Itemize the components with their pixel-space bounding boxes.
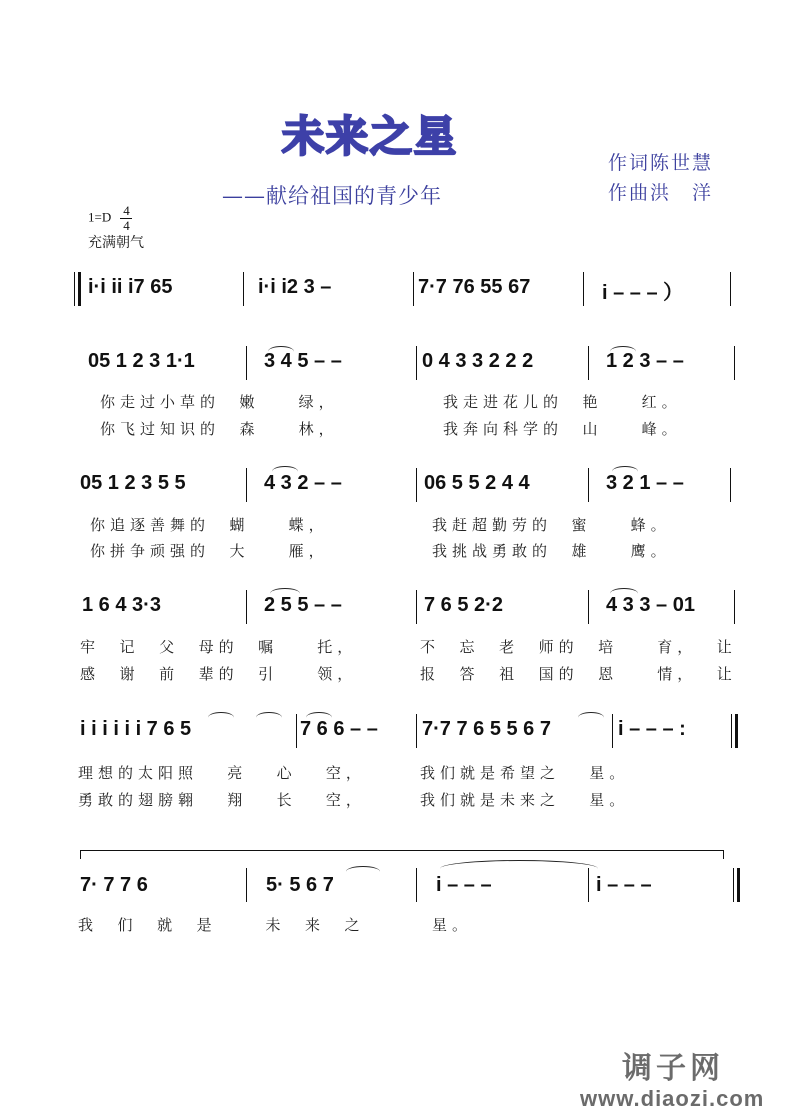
- barline: [612, 714, 613, 748]
- measure: 5· 5 6 7: [266, 874, 334, 896]
- key-label: 1=D: [88, 209, 112, 225]
- key-signature: [88, 204, 132, 233]
- repeat-end-barline: [731, 714, 738, 748]
- lyric-verse-2: 你飞过知识的 森 林，: [100, 420, 339, 438]
- watermark-site-name: 调子网: [622, 1051, 724, 1086]
- measure: 7 6 6 – –: [300, 718, 378, 740]
- barline: [730, 272, 731, 306]
- measure: 4 3 2 – –: [264, 472, 342, 494]
- measure: 7 6 5 2·2: [424, 594, 503, 616]
- slur: [208, 712, 234, 723]
- measure: i·i ii i7 65: [88, 276, 173, 298]
- ending-bracket: [80, 850, 724, 859]
- measure: 05 1 2 3 1·1: [88, 350, 195, 372]
- measure: 2 5 5 – –: [264, 594, 342, 616]
- measure: 3 4 5 – –: [264, 350, 342, 372]
- lyric-verse-2: 我们就是未来之 星。: [420, 791, 630, 809]
- measure: i·i i2 3 –: [258, 276, 332, 298]
- measure: 1 6 4 3·3: [82, 594, 161, 616]
- lyric-coda: 星。: [432, 916, 473, 934]
- lyric-verse-1: 牢 记 父 母的 嘱 托，: [80, 638, 358, 656]
- measure: i – – –: [436, 874, 492, 896]
- barline: [296, 714, 297, 748]
- measure: i – – – ）: [602, 282, 684, 304]
- lyric-verse-1: 我赶超勤劳的 蜜 蜂。: [432, 516, 671, 534]
- measure: i – – –: [596, 874, 652, 896]
- lyric-verse-2: 我奔向科学的 山 峰。: [443, 420, 682, 438]
- barline: [416, 468, 417, 502]
- lyric-verse-1: 我走进花儿的 艳 红。: [443, 393, 682, 411]
- barline: [588, 590, 589, 624]
- barline: [246, 468, 247, 502]
- barline: [730, 468, 731, 502]
- measure: 3 2 1 – –: [606, 472, 684, 494]
- barline: [246, 868, 247, 902]
- credits: [608, 148, 713, 208]
- barline: [416, 714, 417, 748]
- barline: [246, 590, 247, 624]
- lyric-verse-2: 勇敢的翅膀翱 翔 长 空，: [78, 791, 366, 809]
- lyric-verse-1: 不 忘 老 师的 培 育， 让: [420, 638, 737, 656]
- slur: [346, 866, 380, 877]
- barline: [243, 272, 244, 306]
- barline: [416, 868, 417, 902]
- song-title: 未来之星: [282, 112, 459, 161]
- barline: [246, 346, 247, 380]
- lyric-coda: 我 们 就 是 未 来 之: [78, 916, 365, 934]
- lyric-verse-2: 我挑战勇敢的 雄 鹰。: [432, 542, 671, 560]
- measure: 7·7 7 6 5 5 6 7: [422, 718, 551, 740]
- measure: 05 1 2 3 5 5: [80, 472, 186, 494]
- measure: 7· 7 7 6: [80, 874, 148, 896]
- lyric-verse-1: 我们就是希望之 星。: [420, 764, 630, 782]
- lyric-verse-1: 你走过小草的 嫩 绿，: [100, 393, 339, 411]
- slur: [256, 712, 282, 723]
- measure: i – – – :: [618, 718, 686, 740]
- barline: [734, 346, 735, 380]
- measure: 0 4 3 3 2 2 2: [422, 350, 534, 372]
- measure: 1 2 3 – –: [606, 350, 684, 372]
- measure: 7·7 76 55 67: [418, 276, 531, 298]
- lyric-verse-2: 报 答 祖 国的 恩 情， 让: [420, 665, 737, 683]
- measure: i i i i i i 7 6 5: [80, 718, 192, 740]
- lyric-verse-1: 你追逐善舞的 蝴 蝶，: [90, 516, 329, 534]
- lyric-verse-1: 理想的太阳照 亮 心 空，: [78, 764, 366, 782]
- repeat-start-barline: [74, 272, 81, 306]
- final-barline: [733, 868, 740, 902]
- lyric-verse-2: 你拼争顽强的 大 雁，: [90, 542, 329, 560]
- measure: 06 5 5 2 4 4: [424, 472, 530, 494]
- slur: [578, 712, 604, 723]
- measure: 4 3 3 – 01: [606, 594, 695, 616]
- barline: [588, 468, 589, 502]
- song-subtitle: ——献给祖国的青少年: [222, 184, 442, 208]
- barline: [583, 272, 584, 306]
- tempo-marking: 充满朝气: [88, 235, 144, 251]
- barline: [416, 346, 417, 380]
- barline: [588, 346, 589, 380]
- lyricist: 作词陈世慧: [608, 152, 714, 174]
- barline: [416, 590, 417, 624]
- barline: [588, 868, 589, 902]
- barline: [413, 272, 414, 306]
- composer: 作曲洪 洋: [608, 182, 714, 204]
- time-signature: $\frac{4}{4}$: [120, 204, 132, 233]
- watermark-url: www.diaozi.com: [580, 1086, 765, 1111]
- barline: [734, 590, 735, 624]
- lyric-verse-2: 感 谢 前 辈的 引 领，: [80, 665, 358, 683]
